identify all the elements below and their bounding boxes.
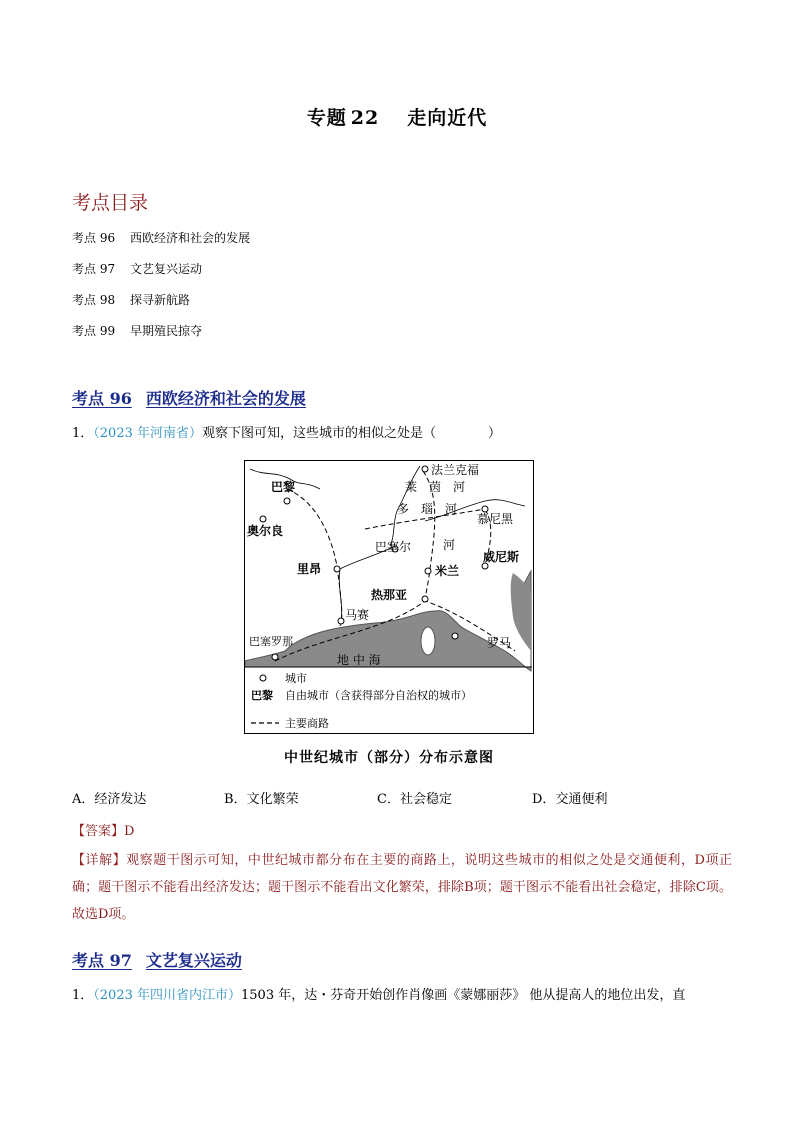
section-heading-96: 考点 96 西欧经济和社会的发展 xyxy=(72,389,306,408)
sea-shape xyxy=(245,571,531,671)
label-munich: 慕尼黑 xyxy=(477,512,514,526)
trade-route-1 xyxy=(287,489,342,623)
city-marker xyxy=(272,654,278,660)
legend-free-sample: 巴黎 xyxy=(251,689,273,702)
label-paris: 巴黎 xyxy=(271,480,296,494)
label-genoa: 热那亚 xyxy=(371,588,408,602)
city-marker xyxy=(422,466,428,472)
city-marker xyxy=(425,568,431,574)
toc-item[interactable]: 考点 96 西欧经济和社会的发展 xyxy=(72,231,251,245)
label-danube: 多 瑙 河 xyxy=(397,502,458,516)
city-marker xyxy=(338,618,344,624)
label-basel: 巴塞尔 xyxy=(375,540,412,554)
option-b[interactable]: B．文化繁荣 xyxy=(224,792,299,807)
option-d[interactable]: D．交通便利 xyxy=(532,792,608,807)
legend-city: 城市 xyxy=(285,672,307,685)
page-title: 专题 22 走向近代 xyxy=(306,107,488,129)
legend-route: 主要商路 xyxy=(285,717,329,730)
label-orleans: 奥尔良 xyxy=(247,524,284,538)
label-barcelona: 巴塞罗那 xyxy=(249,635,293,648)
option-c[interactable]: C．社会稳定 xyxy=(377,792,452,807)
label-venice: 威尼斯 xyxy=(483,550,520,564)
toc-item[interactable]: 考点 99 早期殖民掠夺 xyxy=(72,324,203,338)
answer: 【答案】D xyxy=(72,824,135,839)
island-corsica xyxy=(421,627,435,655)
map-figure xyxy=(244,460,534,734)
section-heading-97: 考点 97 文艺复兴运动 xyxy=(72,951,242,970)
label-marseille: 马赛 xyxy=(345,608,370,622)
label-milan: 米兰 xyxy=(435,564,460,578)
toc-item[interactable]: 考点 97 文艺复兴运动 xyxy=(72,262,203,276)
legend-city-symbol xyxy=(260,675,266,681)
label-mediterranean: 地 中 海 xyxy=(337,653,381,667)
city-marker xyxy=(422,596,428,602)
city-marker xyxy=(284,498,290,504)
medieval-cities-map xyxy=(245,461,532,732)
label-rome: 罗马 xyxy=(487,636,512,650)
city-marker xyxy=(334,566,340,572)
answer-detail: 【详解】观察题干图示可知，中世纪城市都分布在主要的商路上，说明这些城市的相似之处是交通便利，D项正确；题干图示不能看出经济发达；题干图示不能看出文化繁荣，排除B项；题干图示不能看出社会稳定，排除C项。故选D项。 xyxy=(72,853,732,922)
city-marker xyxy=(452,633,458,639)
option-a[interactable]: A．经济发达 xyxy=(72,792,147,807)
label-frankfurt: 法兰克福 xyxy=(431,463,480,477)
toc-heading: 考点目录 xyxy=(72,192,149,214)
map-caption: 中世纪城市（部分）分布示意图 xyxy=(284,750,494,766)
label-river: 河 xyxy=(443,538,456,552)
city-marker xyxy=(260,516,266,522)
question-1: 1．（2023 年河南省）观察下图可知，这些城市的相似之处是（ ） xyxy=(72,426,502,441)
question-1-section-97: 1．（2023 年四川省内江市）1503 年，达・芬奇开始创作肖像画《蒙娜丽莎》 他从提高人的地位出发，直 xyxy=(72,988,686,1003)
toc-item[interactable]: 考点 98 探寻新航路 xyxy=(72,293,191,307)
question-source: （2023 年河南省） xyxy=(93,426,202,441)
label-rhine: 莱 茵 河 xyxy=(405,480,466,494)
label-lyon: 里昂 xyxy=(297,562,322,576)
question-source: （2023 年四川省内江市） xyxy=(93,988,241,1003)
legend-free-city: 自由城市（含获得部分自治权的城市） xyxy=(285,689,472,702)
